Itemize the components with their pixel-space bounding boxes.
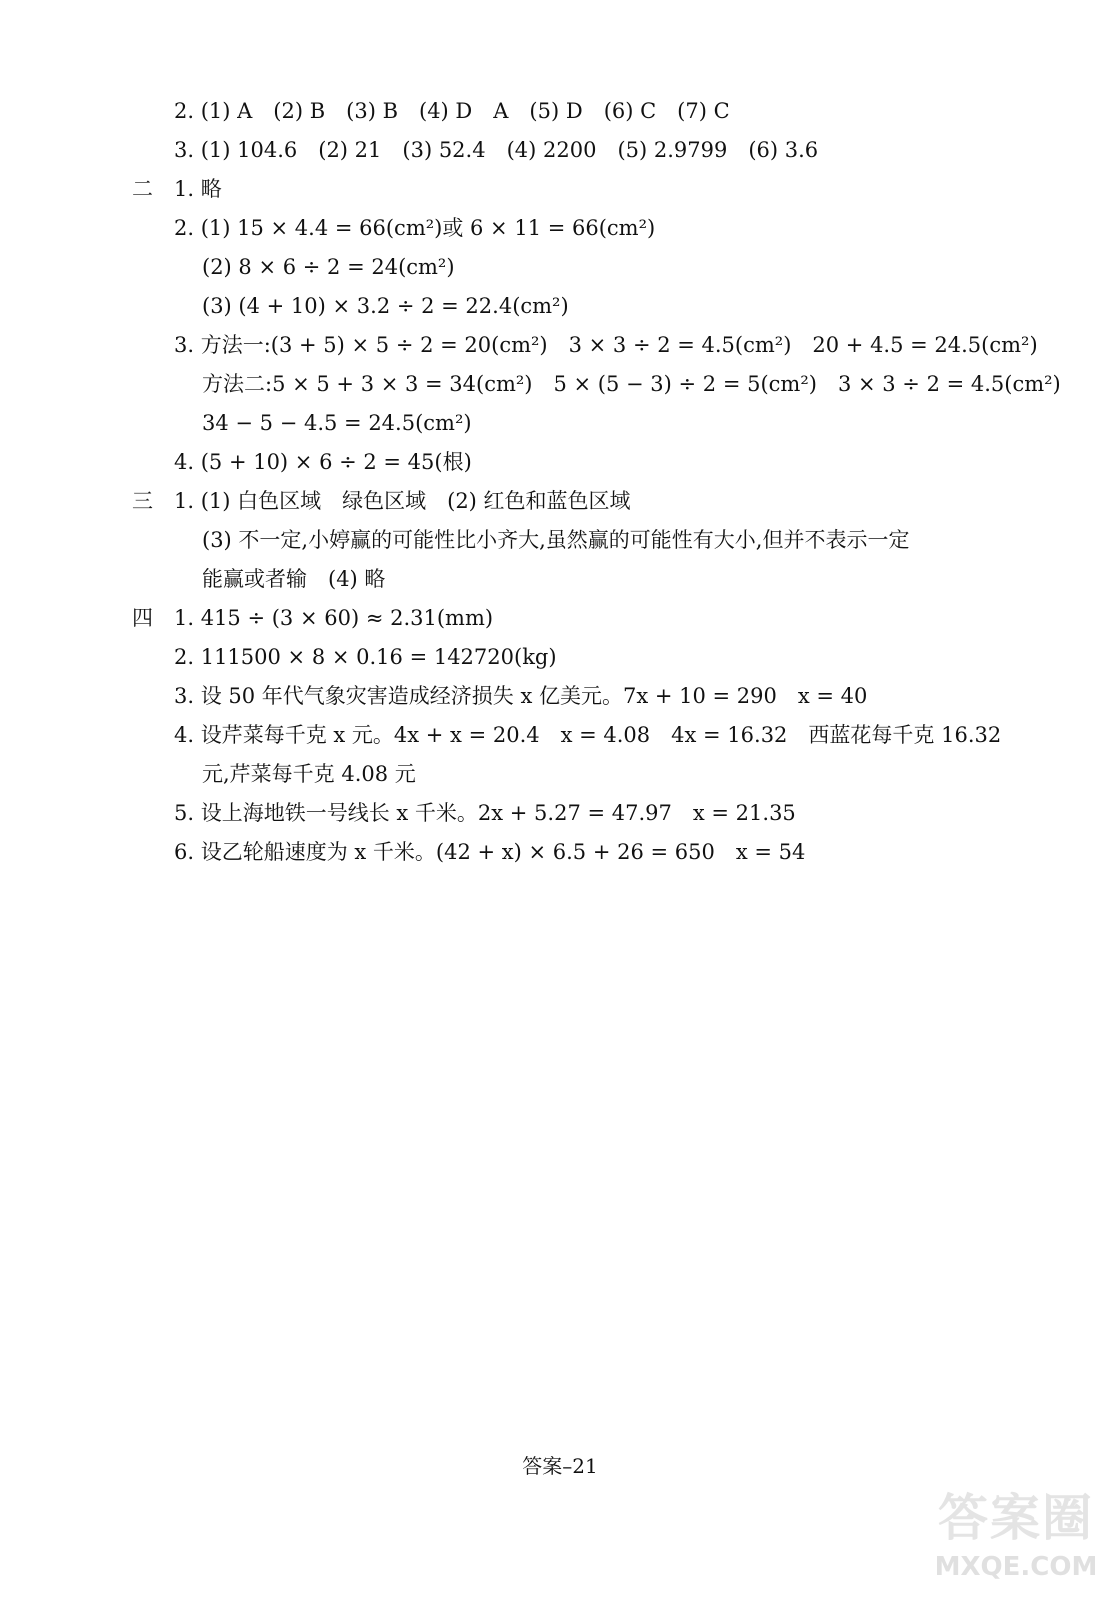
answer-text: 1. 略: [174, 177, 222, 201]
answer-text: 4. (5 + 10) × 6 ÷ 2 = 45(根): [174, 450, 472, 474]
watermark-logo: [926, 1488, 1106, 1588]
answer-text: 34 − 5 − 4.5 = 24.5(cm²): [202, 411, 472, 435]
answer-line: [0, 404, 1120, 443]
answer-line: [0, 521, 1120, 560]
answer-text: 2. 111500 × 8 × 0.16 = 142720(kg): [174, 645, 557, 669]
answer-text: 元,芹菜每千克 4.08 元: [202, 762, 416, 786]
answer-line: [0, 560, 1120, 599]
answer-content: [0, 92, 1120, 872]
answer-line: [0, 638, 1120, 677]
answer-text: 3. (1) 104.6 (2) 21 (3) 52.4 (4) 2200 (5) 2.9799 (6) 3.6: [174, 138, 819, 162]
section-number: 四: [132, 606, 153, 630]
answer-line: [0, 287, 1120, 326]
answer-text: (3) (4 + 10) × 3.2 ÷ 2 = 22.4(cm²): [202, 294, 569, 318]
answer-line: [0, 599, 1120, 638]
answer-text: 方法二:5 × 5 + 3 × 3 = 34(cm²) 5 × (5 − 3) ÷ 2 = 5(cm²) 3 × 3 ÷ 2 = 4.5(cm²): [202, 372, 1061, 396]
answer-line: [0, 716, 1120, 755]
answer-line: [0, 92, 1120, 131]
section-number: 三: [132, 489, 153, 513]
answer-text: (3) 不一定,小婷赢的可能性比小齐大,虽然赢的可能性有大小,但并不表示一定: [202, 528, 910, 552]
answer-text: 3. 方法一:(3 + 5) × 5 ÷ 2 = 20(cm²) 3 × 3 ÷ 2 = 4.5(cm²) 20 + 4.5 = 24.5(cm²): [174, 333, 1038, 357]
watermark-url-text: MXQE.COM: [934, 1552, 1098, 1582]
answer-line: [0, 443, 1120, 482]
answer-text: 1. (1) 白色区域 绿色区域 (2) 红色和蓝色区域: [174, 489, 631, 513]
answer-text: 能赢或者输 (4) 略: [202, 567, 386, 591]
answer-line: [0, 482, 1120, 521]
answer-line: [0, 209, 1120, 248]
answer-text: 4. 设芹菜每千克 x 元。4x + x = 20.4 x = 4.08 4x = 16.32 西蓝花每千克 16.32: [174, 723, 1002, 747]
answer-line: [0, 833, 1120, 872]
answer-text: 2. (1) A (2) B (3) B (4) D A (5) D (6) C (7) C: [174, 99, 730, 123]
section-number: 二: [132, 177, 153, 201]
answer-line: [0, 677, 1120, 716]
answer-text: 5. 设上海地铁一号线长 x 千米。2x + 5.27 = 47.97 x = 21.35: [174, 801, 796, 825]
answer-text: (2) 8 × 6 ÷ 2 = 24(cm²): [202, 255, 455, 279]
answer-text: 1. 415 ÷ (3 × 60) ≈ 2.31(mm): [174, 606, 494, 630]
answer-line: [0, 326, 1120, 365]
answer-text: 6. 设乙轮船速度为 x 千米。(42 + x) × 6.5 + 26 = 650 x = 54: [174, 840, 806, 864]
answer-line: [0, 170, 1120, 209]
answer-text: 3. 设 50 年代气象灾害造成经济损失 x 亿美元。7x + 10 = 290 x = 40: [174, 684, 868, 708]
page-number: 答案–21: [522, 1454, 598, 1478]
answer-line: [0, 131, 1120, 170]
answer-line: [0, 365, 1120, 404]
answer-text: 2. (1) 15 × 4.4 = 66(cm²)或 6 × 11 = 66(cm²): [174, 216, 656, 240]
watermark-main-text: 答案圈: [938, 1489, 1094, 1547]
answer-line: [0, 794, 1120, 833]
answer-line: [0, 248, 1120, 287]
answer-line: [0, 755, 1120, 794]
